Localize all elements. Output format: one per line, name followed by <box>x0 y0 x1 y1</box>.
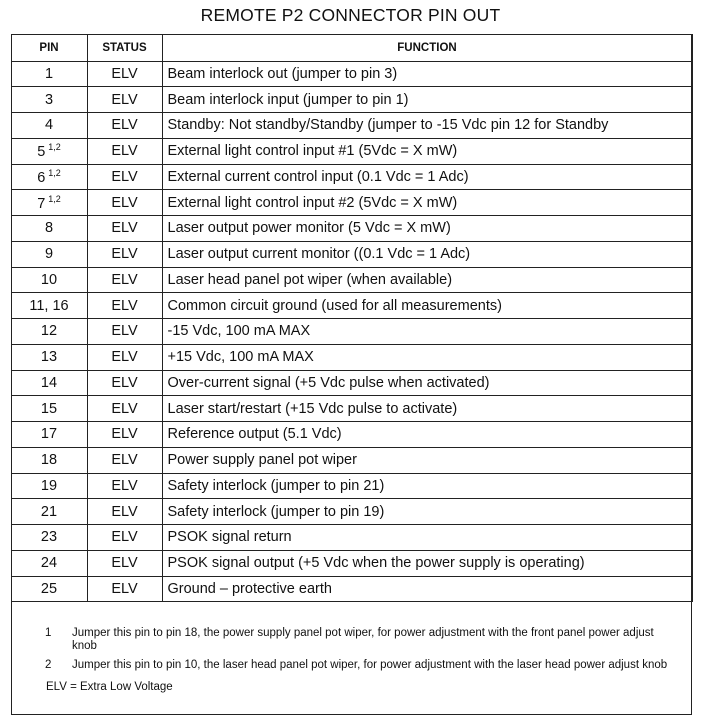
status-cell: ELV <box>87 87 162 113</box>
footnote-number: 1 <box>45 627 52 639</box>
function-cell: Power supply panel pot wiper <box>162 447 692 473</box>
pin-number: 14 <box>40 374 58 391</box>
pin-cell <box>11 499 87 525</box>
table-row <box>11 138 692 164</box>
pin-cell <box>11 447 87 473</box>
pin-number: 24 <box>40 555 58 572</box>
footnote-1 <box>12 627 690 653</box>
function-cell: PSOK signal return <box>162 525 692 551</box>
status-cell: ELV <box>87 293 162 319</box>
table-row <box>11 241 692 267</box>
footnotes <box>12 627 690 693</box>
pin-number: 15 <box>40 400 58 417</box>
pin-cell <box>11 190 87 216</box>
table-row <box>11 422 692 448</box>
table-row <box>11 525 692 551</box>
pin-number: 13 <box>40 349 58 366</box>
table-body <box>11 61 692 602</box>
status-cell: ELV <box>87 138 162 164</box>
footnote-text: Jumper this pin to pin 18, the power supply panel pot wiper, for power adjustment with the front panel power adjust knob <box>72 627 654 652</box>
status-cell: ELV <box>87 164 162 190</box>
table-row <box>11 113 692 139</box>
table-row <box>11 550 692 576</box>
function-cell: External current control input (0.1 Vdc = 1 Adc) <box>162 164 692 190</box>
status-cell: ELV <box>87 344 162 370</box>
footnote-reference: 1,2 <box>48 167 61 178</box>
footnote-number: 2 <box>45 659 52 671</box>
pin-cell <box>11 138 87 164</box>
table-row <box>11 190 692 216</box>
status-cell: ELV <box>87 525 162 551</box>
pin-number: 25 <box>40 580 58 597</box>
function-cell: Standby: Not standby/Standby (jumper to -15 Vdc pin 12 for Standby <box>162 113 692 139</box>
pin-cell <box>11 473 87 499</box>
pin-number: 5 <box>37 144 46 161</box>
function-cell: Beam interlock input (jumper to pin 1) <box>162 87 692 113</box>
pin-number: 7 <box>37 195 46 212</box>
status-cell: ELV <box>87 319 162 345</box>
pin-number: 11, 16 <box>29 297 69 314</box>
table-row <box>11 499 692 525</box>
table-row <box>11 370 692 396</box>
function-cell: Reference output (5.1 Vdc) <box>162 422 692 448</box>
table-row <box>11 447 692 473</box>
table-row <box>11 293 692 319</box>
table-header-row <box>11 34 692 61</box>
function-cell: Laser head panel pot wiper (when available) <box>162 267 692 293</box>
pin-number: 23 <box>40 529 58 546</box>
function-cell: Safety interlock (jumper to pin 21) <box>162 473 692 499</box>
status-cell: ELV <box>87 61 162 87</box>
status-cell: ELV <box>87 422 162 448</box>
pin-cell <box>11 344 87 370</box>
table-row <box>11 344 692 370</box>
function-cell: Beam interlock out (jumper to pin 3) <box>162 61 692 87</box>
status-cell: ELV <box>87 499 162 525</box>
footnote-2 <box>12 659 690 672</box>
pinout-table <box>11 34 693 603</box>
pin-cell <box>11 396 87 422</box>
pin-number: 10 <box>40 271 58 288</box>
function-cell: PSOK signal output (+5 Vdc when the power supply is operating) <box>162 550 692 576</box>
pin-cell <box>11 267 87 293</box>
status-cell: ELV <box>87 267 162 293</box>
pin-number: 1 <box>44 65 54 82</box>
pin-cell <box>11 370 87 396</box>
pin-cell <box>11 550 87 576</box>
table-row <box>11 164 692 190</box>
table-row <box>11 473 692 499</box>
function-cell: Laser output power monitor (5 Vdc = X mW) <box>162 216 692 242</box>
footnote-text: Jumper this pin to pin 10, the laser head panel pot wiper, for power adjustment with the laser head power adjust knob <box>72 659 668 671</box>
pin-number: 8 <box>44 220 54 237</box>
table-row <box>11 216 692 242</box>
function-cell: Over-current signal (+5 Vdc pulse when activated) <box>162 370 692 396</box>
header-pin: PIN <box>11 34 87 61</box>
pin-cell <box>11 422 87 448</box>
table-row <box>11 61 692 87</box>
status-cell: ELV <box>87 550 162 576</box>
pin-number: 4 <box>44 117 54 134</box>
pin-number: 18 <box>40 452 58 469</box>
footnote-reference: 1,2 <box>48 193 61 204</box>
pinout-table-frame <box>11 34 692 715</box>
header-status: STATUS <box>87 34 162 61</box>
pin-cell <box>11 216 87 242</box>
function-cell: External light control input #1 (5Vdc = X mW) <box>162 138 692 164</box>
pin-cell <box>11 61 87 87</box>
status-cell: ELV <box>87 216 162 242</box>
table-row <box>11 396 692 422</box>
pin-cell <box>11 293 87 319</box>
table-row <box>11 267 692 293</box>
pin-cell <box>11 87 87 113</box>
status-cell: ELV <box>87 241 162 267</box>
function-cell: Safety interlock (jumper to pin 19) <box>162 499 692 525</box>
pin-cell <box>11 525 87 551</box>
table-row <box>11 87 692 113</box>
footnote-reference: 1,2 <box>48 142 61 153</box>
function-cell: Ground – protective earth <box>162 576 692 602</box>
status-cell: ELV <box>87 473 162 499</box>
status-cell: ELV <box>87 576 162 602</box>
pin-cell <box>11 164 87 190</box>
pin-number: 9 <box>44 246 54 263</box>
status-cell: ELV <box>87 447 162 473</box>
function-cell: External light control input #2 (5Vdc = X mW) <box>162 190 692 216</box>
pin-number: 21 <box>40 503 58 520</box>
function-cell: Common circuit ground (used for all measurements) <box>162 293 692 319</box>
status-cell: ELV <box>87 113 162 139</box>
function-cell: -15 Vdc, 100 mA MAX <box>162 319 692 345</box>
pin-cell <box>11 241 87 267</box>
elv-definition: ELV = Extra Low Voltage <box>46 681 173 693</box>
table-row <box>11 319 692 345</box>
header-function: FUNCTION <box>162 34 692 61</box>
pin-number: 3 <box>44 91 54 108</box>
table-row <box>11 576 692 602</box>
status-cell: ELV <box>87 396 162 422</box>
pin-number: 19 <box>40 477 58 494</box>
pin-cell <box>11 576 87 602</box>
status-cell: ELV <box>87 370 162 396</box>
pin-cell <box>11 319 87 345</box>
pin-number: 17 <box>40 426 58 443</box>
status-cell: ELV <box>87 190 162 216</box>
pin-number: 12 <box>40 323 58 340</box>
function-cell: Laser start/restart (+15 Vdc pulse to activate) <box>162 396 692 422</box>
function-cell: +15 Vdc, 100 mA MAX <box>162 344 692 370</box>
document-title: REMOTE P2 CONNECTOR PIN OUT <box>200 5 501 25</box>
pin-number: 6 <box>37 169 46 186</box>
pin-cell <box>11 113 87 139</box>
function-cell: Laser output current monitor ((0.1 Vdc = 1 Adc) <box>162 241 692 267</box>
